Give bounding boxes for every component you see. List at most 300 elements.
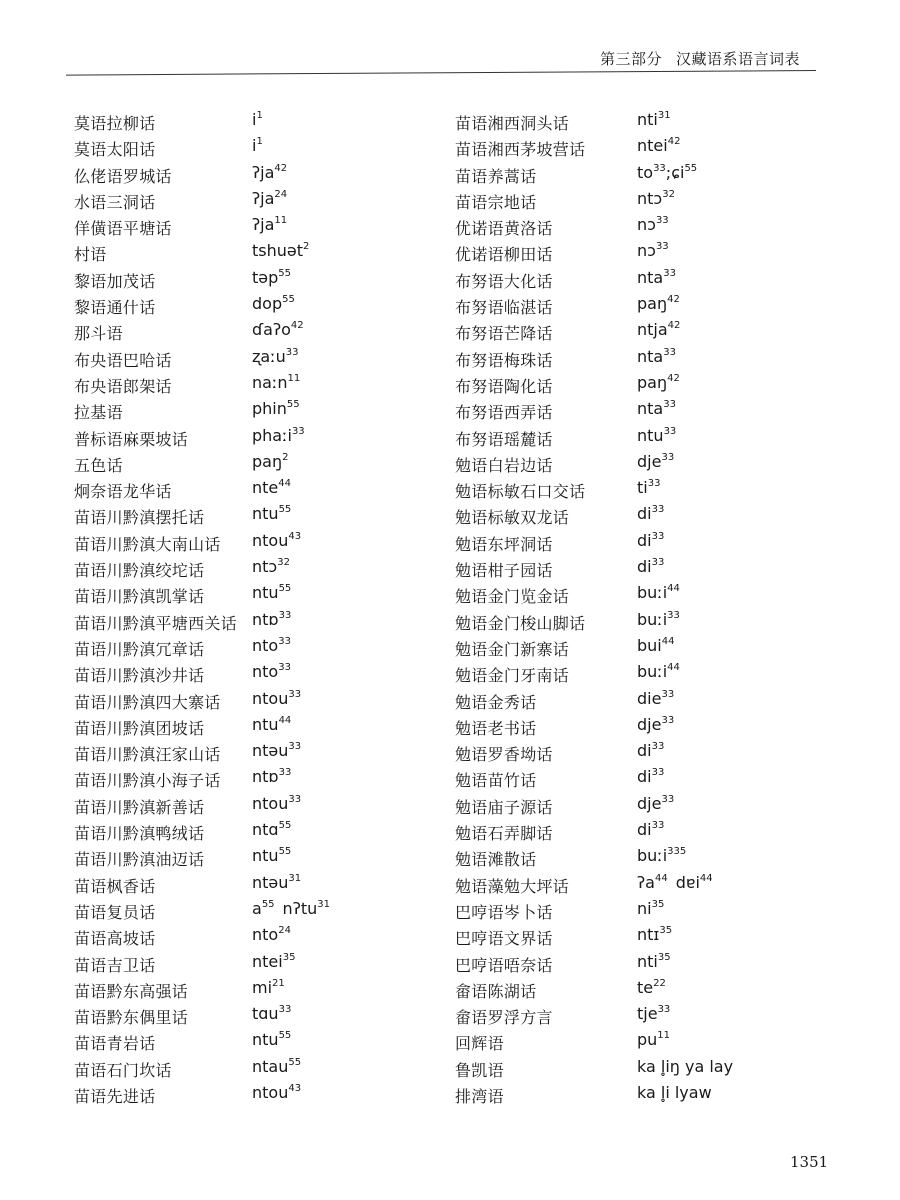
syllable: nɔ: [637, 241, 656, 261]
syllable: ntɔ: [637, 188, 663, 208]
syllable: ntu: [637, 425, 664, 445]
word-entry: [455, 529, 815, 555]
tone-number: 44: [278, 478, 291, 490]
phonetic-form: [637, 925, 672, 944]
syllable: di: [637, 530, 652, 550]
syllable: nta: [637, 267, 664, 287]
tone-number: 55: [278, 846, 292, 858]
tone-number: 55: [278, 583, 292, 595]
word-entry: [455, 161, 815, 187]
dialect-name: 苗语川黔滇沙井话: [74, 666, 205, 686]
phonetic-form: [252, 373, 300, 392]
syllable: ntəu: [252, 872, 289, 892]
phonetic-form: [252, 110, 263, 129]
word-entry: [74, 739, 434, 765]
word-entry: [74, 213, 434, 239]
phonetic-form: [637, 689, 674, 708]
tone-number: 2: [303, 241, 310, 253]
tone-number: 33: [278, 767, 292, 779]
phonetic-form: [637, 215, 669, 234]
word-entry: [455, 897, 815, 923]
phonetic-form: [637, 452, 674, 471]
tone-number: 33: [651, 530, 665, 542]
syllable: ʔja: [252, 188, 275, 208]
syllable: paŋ: [637, 294, 668, 314]
syllable: buːi: [637, 609, 668, 629]
word-entry: [455, 844, 815, 870]
tone-number: 55: [278, 1030, 292, 1042]
tone-number: 35: [659, 925, 673, 937]
phonetic-form: [637, 189, 675, 208]
phonetic-form: [637, 873, 713, 892]
tone-number: 55: [286, 399, 300, 411]
syllable: ti: [637, 478, 648, 498]
syllable: ntu: [252, 583, 279, 603]
phonetic-form: [252, 583, 291, 602]
syllable: ntou: [252, 530, 289, 550]
word-entry: [455, 397, 815, 423]
syllable: ntou: [252, 793, 289, 813]
syllable: ntu: [252, 504, 279, 524]
phonetic-form: [252, 163, 287, 182]
tone-number: 33: [651, 767, 665, 779]
syllable: nta: [637, 399, 664, 419]
word-entry: [455, 660, 815, 686]
syllable: paŋ: [637, 372, 668, 392]
tone-number: 33: [661, 793, 675, 805]
phonetic-form: [252, 215, 287, 234]
word-entry: [455, 239, 815, 265]
word-entry: [455, 187, 815, 213]
syllable: nɔ: [637, 215, 656, 235]
phonetic-form: [637, 1083, 712, 1102]
tone-number: 11: [274, 215, 288, 227]
tone-number: 32: [277, 557, 290, 569]
dialect-name: 苗语川黔滇大南山话: [74, 534, 221, 554]
tone-number: 44: [667, 662, 680, 674]
tone-number: 33: [661, 451, 675, 463]
word-entry: [455, 1028, 815, 1054]
syllable: ntɒ: [252, 609, 279, 629]
syllable: di: [637, 767, 652, 787]
phonetic-form: [637, 820, 664, 839]
word-entry: [455, 792, 815, 818]
phonetic-form: [252, 899, 330, 918]
dialect-name: 苗语高坡话: [74, 929, 156, 949]
word-entry: [74, 871, 434, 897]
syllable: nte: [252, 478, 279, 498]
syllable: phin: [252, 399, 287, 419]
phonetic-form: [252, 925, 291, 944]
dialect-name: 鲁凯语: [455, 1060, 504, 1080]
dialect-name: 苗语川黔滇鸭绒话: [74, 824, 205, 844]
word-entry: [455, 502, 815, 528]
tone-number: 55: [278, 267, 292, 279]
tone-number: 33: [663, 267, 676, 279]
dialect-name: 苗语川黔滇绞坨话: [74, 561, 205, 581]
word-entry: [74, 371, 434, 397]
tone-number: 42: [274, 162, 288, 174]
syllable: nti: [637, 951, 658, 971]
word-entry: [74, 634, 434, 660]
phonetic-form: [252, 531, 301, 550]
tone-number: 31: [317, 898, 330, 910]
dialect-name: 勉语白岩边话: [455, 455, 553, 475]
right-column: [455, 108, 815, 1107]
word-entry: [74, 897, 434, 923]
word-entry: [74, 765, 434, 791]
word-entry: [455, 345, 815, 371]
phonetic-form: [637, 899, 664, 918]
syllable: nto: [252, 662, 279, 682]
phonetic-form: [637, 715, 674, 734]
tone-number: 33: [663, 346, 676, 358]
dialect-name: 勉语金门览金话: [455, 587, 570, 607]
word-entry: [74, 1055, 434, 1081]
page-number: 1351: [790, 1153, 829, 1171]
syllable: bui: [637, 635, 662, 655]
syllable: ɗaʔo: [252, 320, 291, 340]
dialect-name: 苗语吉卫话: [74, 955, 156, 975]
dialect-name: 苗语宗地话: [455, 192, 537, 212]
word-entry: [74, 424, 434, 450]
dialect-name: 勉语庙子源话: [455, 797, 553, 817]
word-entry: [455, 292, 815, 318]
word-entry: [455, 476, 815, 502]
tone-number: 33: [285, 346, 299, 358]
dialect-name: 苗语川黔滇摆托话: [74, 508, 205, 528]
tone-number: 33: [288, 688, 302, 700]
syllable: buːi: [637, 846, 668, 866]
syllable: ntei: [252, 951, 283, 971]
tone-number: 44: [699, 872, 713, 884]
word-entry: [74, 608, 434, 634]
word-entry: [74, 108, 434, 134]
dialect-name: 巴哼语文界话: [455, 929, 553, 949]
phonetic-form: [252, 636, 291, 655]
tone-number: 33: [278, 635, 291, 647]
syllable: ʔa: [637, 872, 655, 892]
dialect-name: 五色话: [74, 455, 123, 475]
word-entry: [455, 1081, 815, 1107]
syllable: dje: [637, 451, 662, 471]
phonetic-form: [637, 741, 664, 760]
dialect-name: 苗语养蒿话: [455, 166, 537, 186]
dialect-name: 优诺语黄洛话: [455, 219, 553, 239]
phonetic-form: [637, 504, 664, 523]
dialect-name: 苗语黔东偶里话: [74, 1008, 189, 1028]
dialect-name: 普标语麻栗坡话: [74, 429, 189, 449]
dialect-name: 水语三洞话: [74, 192, 156, 212]
tone-number: 55: [684, 162, 698, 174]
phonetic-form: [637, 1004, 670, 1023]
tone-number: 21: [272, 977, 285, 989]
syllable: di: [637, 504, 652, 524]
dialect-name: 苗语川黔滇小海子话: [74, 771, 221, 791]
phonetic-form: [252, 978, 285, 997]
phonetic-form: [637, 1030, 670, 1049]
word-entry: [74, 476, 434, 502]
phonetic-form: [637, 320, 680, 339]
dialect-name: 畲语陈湖话: [455, 981, 537, 1001]
phonetic-form: [252, 320, 304, 339]
syllable: buːi: [637, 662, 668, 682]
word-entry: [74, 792, 434, 818]
dialect-name: 苗语川黔滇团坡话: [74, 718, 205, 738]
phonetic-form: [252, 1057, 301, 1076]
syllable: to: [637, 162, 654, 182]
tone-number: 55: [282, 294, 295, 306]
syllable: ntu: [252, 714, 279, 734]
tone-number: 43: [288, 530, 302, 542]
tone-number: 33: [647, 478, 661, 490]
phonetic-form: [252, 504, 291, 523]
syllable: ntɒ: [252, 767, 279, 787]
phonetic-form: [252, 873, 301, 892]
header-rule: [66, 70, 816, 76]
tone-number: 35: [657, 951, 671, 963]
header-part-label: 第三部分: [600, 50, 663, 68]
phonetic-form: [252, 794, 301, 813]
tone-number: 33: [651, 557, 665, 569]
syllable: ;ɕi: [665, 162, 685, 182]
syllable: nta: [637, 346, 664, 366]
phonetic-form: [637, 1057, 733, 1076]
phonetic-form: [252, 820, 291, 839]
tone-number: 44: [661, 635, 675, 647]
dialect-name: 巴哼语唔奈话: [455, 955, 553, 975]
phonetic-form: [637, 557, 664, 576]
syllable: ni: [637, 898, 652, 918]
syllable: dje: [637, 793, 662, 813]
tone-number: 55: [288, 1056, 302, 1068]
dialect-name: 布努语陶化话: [455, 376, 553, 396]
phonetic-form: [637, 978, 666, 997]
tone-number: 2: [282, 451, 289, 463]
syllable: phaːi: [252, 425, 292, 445]
dialect-name: 佯僙语平塘话: [74, 219, 172, 239]
dialect-name: 苗语复员话: [74, 902, 156, 922]
syllable: ntu: [252, 1030, 279, 1050]
tone-number: 33: [288, 793, 302, 805]
dialect-name: 勉语老书话: [455, 718, 537, 738]
dialect-name: 苗语黔东高强话: [74, 981, 189, 1001]
word-entry: [74, 266, 434, 292]
dialect-name: 回辉语: [455, 1034, 504, 1054]
syllable: ka l̥iŋ ya lay: [637, 1056, 734, 1076]
syllable: mi: [252, 977, 273, 997]
syllable: di: [637, 557, 652, 577]
dialect-name: 勉语罗香坳话: [455, 745, 553, 765]
tone-number: 43: [288, 1082, 302, 1094]
dialect-name: 布努语梅珠话: [455, 350, 553, 370]
syllable: i: [252, 136, 257, 156]
syllable: ntu: [252, 846, 279, 866]
dialect-name: 勉语金秀话: [455, 692, 537, 712]
dialect-name: 仫佬语罗城话: [74, 166, 172, 186]
syllable: a: [252, 898, 262, 918]
dialect-name: 勉语石弄脚话: [455, 824, 553, 844]
tone-number: 32: [662, 188, 675, 200]
syllable: naːn: [252, 372, 288, 392]
tone-number: 44: [654, 872, 668, 884]
word-entry: [455, 634, 815, 660]
phonetic-form: [252, 426, 305, 445]
phonetic-form: [252, 715, 291, 734]
syllable: ntei: [637, 136, 668, 156]
dialect-name: 炯奈语龙华话: [74, 482, 172, 502]
syllable: di: [637, 820, 652, 840]
tone-number: 33: [278, 609, 292, 621]
phonetic-form: [252, 1083, 301, 1102]
dialect-name: 苗语枫香话: [74, 876, 156, 896]
syllable: dop: [252, 294, 283, 314]
dialect-name: 勉语苗竹话: [455, 771, 537, 791]
phonetic-form: [637, 136, 680, 155]
syllable: ʐaːu: [252, 346, 286, 366]
phonetic-form: [252, 610, 291, 629]
tone-number: 31: [288, 872, 302, 884]
tone-number: 42: [667, 320, 681, 332]
syllable: ntja: [637, 320, 668, 340]
dialect-name: 苗语川黔滇新善话: [74, 797, 205, 817]
dialect-name: 苗语川黔滇平塘西关话: [74, 613, 238, 633]
phonetic-form: [252, 452, 288, 471]
phonetic-form: [637, 610, 680, 629]
dialect-name: 苗语川黔滇冗章话: [74, 639, 205, 659]
syllable: ntɔ: [252, 557, 278, 577]
tone-number: 35: [651, 898, 665, 910]
word-entry: [455, 818, 815, 844]
tone-number: 33: [653, 162, 666, 174]
syllable: i: [252, 110, 257, 129]
word-entry: [74, 292, 434, 318]
word-entry: [455, 871, 815, 897]
dialect-name: 苗语川黔滇汪家山话: [74, 745, 221, 765]
tone-number: 35: [282, 951, 296, 963]
dialect-name: 勉语标敏双龙话: [455, 508, 570, 528]
phonetic-form: [252, 347, 298, 366]
syllable: dje: [637, 714, 662, 734]
syllable: ʔja: [252, 215, 275, 235]
word-entry: [455, 976, 815, 1002]
word-entry: [455, 555, 815, 581]
syllable: ntɑ: [252, 820, 279, 840]
tone-number: 24: [278, 925, 291, 937]
syllable: nti: [637, 110, 658, 129]
syllable: tje: [637, 1004, 658, 1024]
dialect-name: 勉语金门牙南话: [455, 666, 570, 686]
tone-number: 33: [657, 1004, 671, 1016]
syllable: buːi: [637, 583, 668, 603]
dialect-name: 苗语石门坎话: [74, 1060, 172, 1080]
phonetic-form: [252, 767, 291, 786]
word-entry: [455, 1055, 815, 1081]
word-entry: [74, 397, 434, 423]
word-entry: [74, 1002, 434, 1028]
dialect-name: 村语: [74, 245, 107, 265]
tone-number: 42: [667, 372, 680, 384]
word-entry: [74, 134, 434, 160]
tone-number: 33: [661, 714, 675, 726]
phonetic-form: [252, 1004, 291, 1023]
dialect-name: 布努语芒降话: [455, 324, 553, 344]
word-entry: [74, 976, 434, 1002]
dialect-name: 畲语罗浮方言: [455, 1008, 553, 1028]
phonetic-form: [252, 399, 300, 418]
tone-number: 33: [291, 425, 305, 437]
phonetic-form: [637, 399, 676, 418]
phonetic-form: [637, 163, 697, 182]
word-entry: [74, 1028, 434, 1054]
syllable: te: [637, 977, 654, 997]
tone-number: 55: [261, 898, 275, 910]
phonetic-form: [637, 636, 674, 655]
dialect-name: 勉语金门梭山脚话: [455, 613, 586, 633]
phonetic-form: [252, 741, 301, 760]
word-entry: [455, 108, 815, 134]
dialect-name: 勉语滩散话: [455, 850, 537, 870]
word-entry: [74, 239, 434, 265]
word-entry: [455, 581, 815, 607]
word-entry: [455, 424, 815, 450]
word-entry: [455, 1002, 815, 1028]
word-entry: [74, 660, 434, 686]
phonetic-form: [252, 268, 291, 287]
word-entry: [74, 713, 434, 739]
phonetic-form: [637, 110, 671, 129]
dialect-name: 巴哼语岑卜话: [455, 902, 553, 922]
tone-number: 33: [278, 1004, 292, 1016]
syllable: die: [637, 688, 662, 708]
dialect-name: 莫语太阳话: [74, 140, 156, 160]
syllable: nto: [252, 635, 279, 655]
word-entry: [74, 555, 434, 581]
tone-number: 1: [256, 110, 263, 121]
dialect-name: 勉语柑子园话: [455, 561, 553, 581]
phonetic-form: [637, 294, 680, 313]
tone-number: 1: [256, 136, 263, 148]
phonetic-form: [637, 373, 680, 392]
dialect-name: 布努语西弄话: [455, 403, 553, 423]
dialect-name: 黎语通什话: [74, 298, 156, 318]
syllable: tɑu: [252, 1004, 279, 1024]
phonetic-form: [637, 347, 676, 366]
tone-number: 42: [667, 294, 680, 306]
tone-number: 22: [653, 977, 666, 989]
phonetic-form: [637, 478, 660, 497]
dialect-name: 苗语先进话: [74, 1086, 156, 1106]
phonetic-form: [637, 531, 664, 550]
word-entry: [74, 318, 434, 344]
dialect-name: 苗语湘西洞头话: [455, 114, 570, 133]
word-entry: [455, 765, 815, 791]
syllable: ka l̥i lyaw: [637, 1082, 712, 1102]
word-entry: [455, 739, 815, 765]
phonetic-form: [252, 478, 291, 497]
phonetic-form: [252, 294, 295, 313]
dialect-name: 莫语拉柳话: [74, 114, 156, 133]
syllable: nto: [252, 925, 279, 945]
word-entry: [455, 371, 815, 397]
dialect-name: 那斗语: [74, 324, 123, 344]
word-entry: [74, 923, 434, 949]
word-entry: [455, 950, 815, 976]
word-entry: [74, 581, 434, 607]
dialect-name: 布央语郎架话: [74, 376, 172, 396]
syllable: paŋ: [252, 451, 283, 471]
syllable: nʔtu: [282, 898, 318, 918]
